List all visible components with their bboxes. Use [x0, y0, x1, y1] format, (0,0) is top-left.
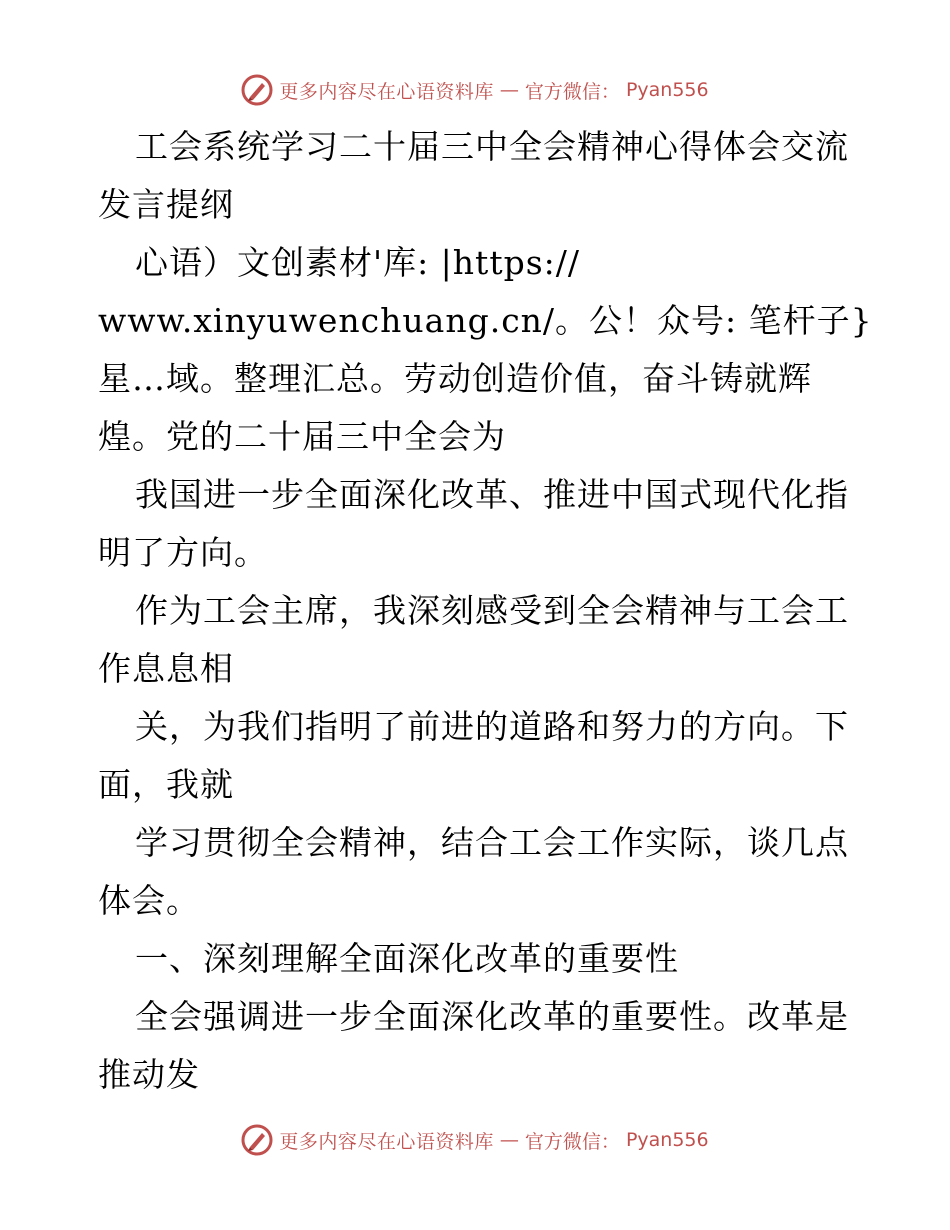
title-line-1: 工会系统学习二十届三中全会精神心得体会交流 [135, 127, 849, 166]
watermark-wechat-id: Pyan556 [625, 79, 709, 101]
paragraph-line: 我国进一步全面深化改革、推进中国式现代化指 [135, 475, 849, 514]
paragraph-line: 关，为我们指明了前进的道路和努力的方向。下 [135, 707, 849, 746]
header-watermark [0, 72, 950, 108]
paragraph-line: 面，我就 [98, 765, 234, 804]
title-line-2: 发言提纲 [98, 185, 234, 224]
paragraph-line: 推动发 [98, 1055, 200, 1094]
watermark-label: 官方微信： [524, 1130, 620, 1153]
paragraph-line: 煌。党的二十届三中全会为 [98, 417, 506, 456]
source-line-2: www.xinyuwenchuang.cn/。公！众号: 笔杆子} [98, 301, 873, 340]
watermark-label: 官方微信： [524, 80, 620, 103]
watermark-dash: — [499, 79, 519, 101]
paragraph-line: 体会。 [98, 881, 200, 920]
watermark-wechat-id: Pyan556 [625, 1129, 709, 1151]
watermark-site-text: 更多内容尽在心语资料库 [279, 80, 494, 103]
paragraph-line: 学习贯彻全会精神，结合工会工作实际，谈几点 [135, 823, 849, 862]
paragraph-line: 星…域。整理汇总。劳动创造价值，奋斗铸就辉 [98, 359, 812, 398]
watermark-site-text: 更多内容尽在心语资料库 [279, 1130, 494, 1153]
paragraph-line: 作息息相 [98, 649, 234, 688]
paragraph-line: 作为工会主席，我深刻感受到全会精神与工会工 [135, 591, 849, 630]
watermark-dash: — [499, 1129, 519, 1151]
source-line-1: 心语）文创素材'库: |https:// [135, 243, 580, 282]
pen-logo-icon [241, 1124, 273, 1156]
section-heading: 一、深刻理解全面深化改革的重要性 [135, 939, 679, 978]
paragraph-line: 明了方向。 [98, 533, 268, 572]
paragraph-line: 全会强调进一步全面深化改革的重要性。改革是 [135, 997, 849, 1036]
pen-logo-icon [241, 74, 273, 106]
footer-watermark [0, 1122, 950, 1158]
document-body [98, 118, 873, 1104]
